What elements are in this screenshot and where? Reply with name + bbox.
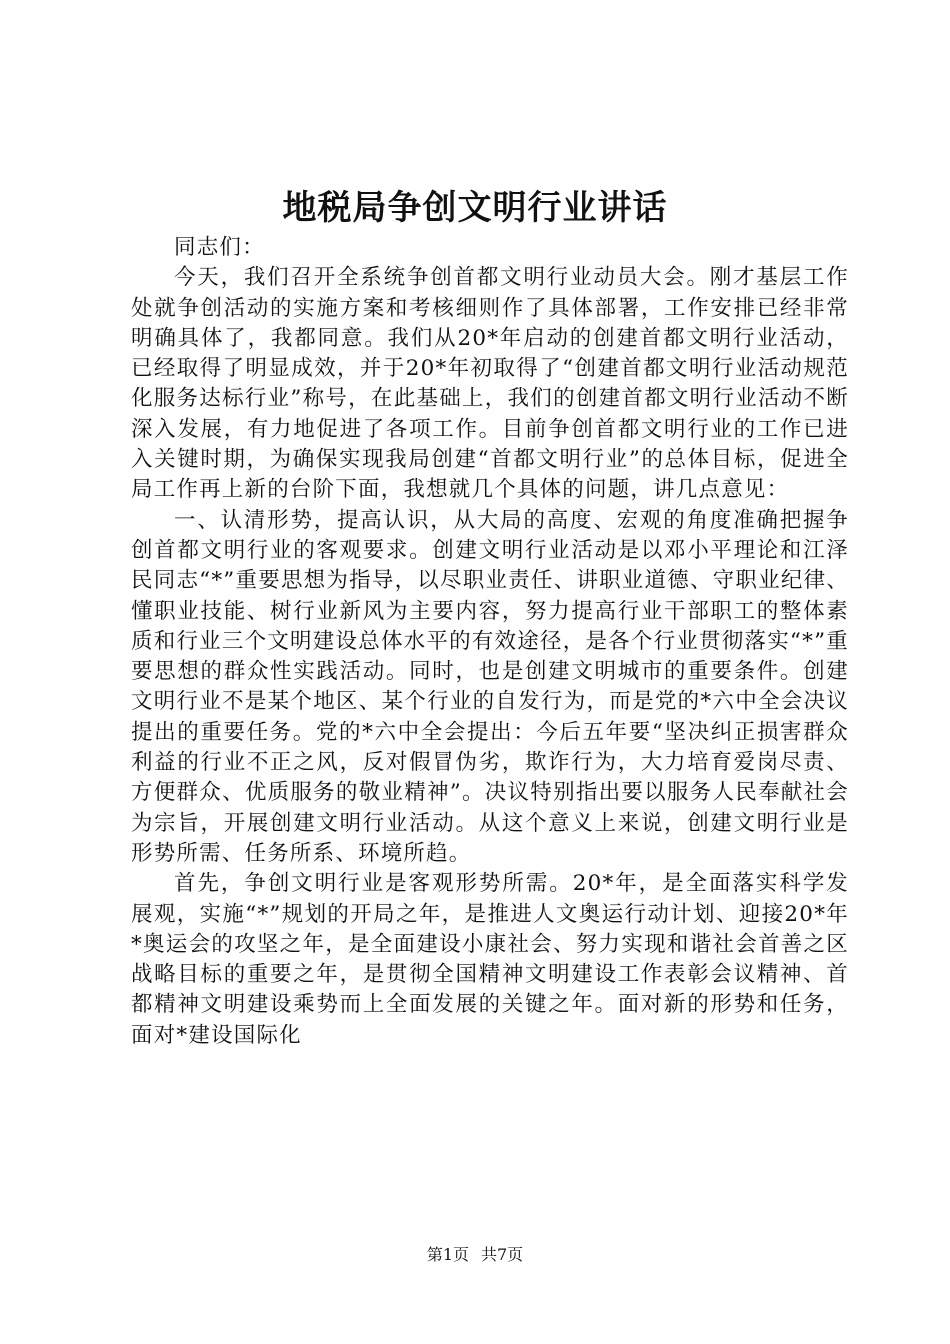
document-title: 地税局争创文明行业讲话 [282, 188, 668, 228]
paragraph: 一、认清形势，提高认识，从大局的高度、宏观的角度准确把握争创首都文明行业的客观要求。创建文明行业活动是以邓小平理论和江泽民同志“*”重要思想为指导，以尽职业责任、讲职业道德、守职业纪律、懂职业技能、树行业新风为主要内容，努力提高行业干部职工的整体素质和行业三个文明建设总体水平的有效途径，是各个行业贯彻落实“*”重要思想的群众性实践活动。同时，也是创建文明城市的重要条件。创建文明行业不是某个地区、某个行业的自发行为，而是党的*六中全会决议提出的重要任务。党的*六中全会提出：今后五年要“坚决纠正损害群众利益的行业不正之风，反对假冒伪劣，欺诈行为，大力培育爱岗尽责、方便群众、优质服务的敬业精神”。决议特别指出要以服务人民奉献社会为宗旨，开展创建文明行业活动。从这个意义上来说，创建文明行业是形势所需、任务所系、环境所趋。 [131, 507, 849, 866]
document-body [131, 233, 849, 1051]
paragraph: 首先，争创文明行业是客观形势所需。20*年，是全面落实科学发展观，实施“*”规划的开局之年，是推进人文奥运行动计划、迎接20*年*奥运会的攻坚之年，是全面建设小康社会、努力实现和谐社会首善之区战略目标的重要之年，是贯彻全国精神文明建设工作表彰会议精神、首都精神文明建设乘势而上全面发展的关键之年。面对新的形势和任务，面对*建设国际化 [131, 871, 849, 1048]
salutation: 同志们： [174, 235, 265, 260]
page-footer [0, 1244, 950, 1266]
paragraph: 今天，我们召开全系统争创首都文明行业动员大会。刚才基层工作处就争创活动的实施方案和考核细则作了具体部署，工作安排已经非常明确具体了，我都同意。我们从20*年启动的创建首都文明行业活动，已经取得了明显成效，并于20*年初取得了“创建首都文明行业活动规范化服务达标行业”称号，在此基础上，我们的创建首都文明行业活动不断深入发展，有力地促进了各项工作。目前争创首都文明行业的工作已进入关键时期，为确保实现我局创建“首都文明行业”的总体目标，促进全局工作再上新的台阶下面，我想就几个具体的问题，讲几点意见： [131, 265, 849, 503]
page-number: 第1页 [426, 1245, 469, 1264]
page-total: 共7页 [481, 1245, 524, 1264]
